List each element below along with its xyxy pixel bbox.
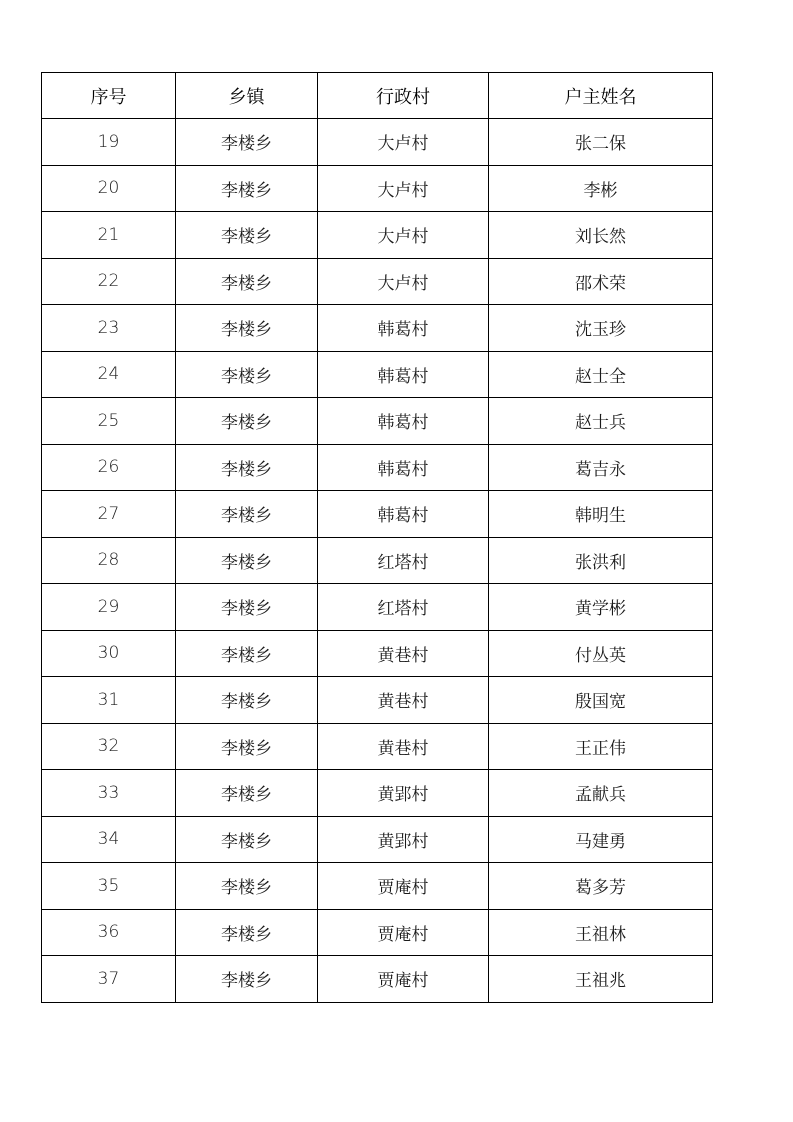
cell-township: 李楼乡 <box>176 816 318 863</box>
cell-householder-name: 付丛英 <box>489 630 713 677</box>
cell-householder-name: 王祖林 <box>489 909 713 956</box>
table-body <box>42 119 713 1003</box>
header-township: 乡镇 <box>176 73 318 119</box>
cell-householder-name: 王祖兆 <box>489 956 713 1003</box>
cell-householder-name: 刘长然 <box>489 212 713 259</box>
cell-township: 李楼乡 <box>176 351 318 398</box>
table-row <box>42 584 713 631</box>
cell-village: 大卢村 <box>318 119 489 166</box>
table-row <box>42 258 713 305</box>
cell-township: 李楼乡 <box>176 863 318 910</box>
cell-serial-number: 32 <box>42 723 176 770</box>
cell-village: 大卢村 <box>318 212 489 259</box>
cell-householder-name: 赵士全 <box>489 351 713 398</box>
cell-township: 李楼乡 <box>176 584 318 631</box>
cell-village: 黄郢村 <box>318 816 489 863</box>
cell-township: 李楼乡 <box>176 119 318 166</box>
cell-householder-name: 沈玉珍 <box>489 305 713 352</box>
cell-township: 李楼乡 <box>176 909 318 956</box>
cell-householder-name: 马建勇 <box>489 816 713 863</box>
household-register-table <box>41 72 713 1003</box>
cell-village: 黄郢村 <box>318 770 489 817</box>
cell-serial-number: 33 <box>42 770 176 817</box>
table-row <box>42 444 713 491</box>
cell-township: 李楼乡 <box>176 165 318 212</box>
cell-householder-name: 张二保 <box>489 119 713 166</box>
cell-village: 红塔村 <box>318 537 489 584</box>
cell-serial-number: 36 <box>42 909 176 956</box>
cell-serial-number: 21 <box>42 212 176 259</box>
cell-householder-name: 殷国宽 <box>489 677 713 724</box>
cell-township: 李楼乡 <box>176 630 318 677</box>
cell-village: 韩葛村 <box>318 305 489 352</box>
table-row <box>42 119 713 166</box>
table-row <box>42 305 713 352</box>
cell-householder-name: 邵术荣 <box>489 258 713 305</box>
header-serial-number: 序号 <box>42 73 176 119</box>
table-row <box>42 398 713 445</box>
table-row <box>42 770 713 817</box>
cell-serial-number: 31 <box>42 677 176 724</box>
cell-serial-number: 27 <box>42 491 176 538</box>
cell-village: 红塔村 <box>318 584 489 631</box>
cell-township: 李楼乡 <box>176 491 318 538</box>
cell-village: 贾庵村 <box>318 956 489 1003</box>
cell-township: 李楼乡 <box>176 305 318 352</box>
table-row <box>42 816 713 863</box>
cell-township: 李楼乡 <box>176 537 318 584</box>
cell-serial-number: 23 <box>42 305 176 352</box>
cell-householder-name: 王正伟 <box>489 723 713 770</box>
cell-village: 韩葛村 <box>318 351 489 398</box>
cell-village: 大卢村 <box>318 165 489 212</box>
cell-village: 韩葛村 <box>318 398 489 445</box>
table-row <box>42 351 713 398</box>
cell-township: 李楼乡 <box>176 258 318 305</box>
cell-township: 李楼乡 <box>176 723 318 770</box>
table-row <box>42 537 713 584</box>
table-row <box>42 909 713 956</box>
table-row <box>42 630 713 677</box>
cell-village: 黄巷村 <box>318 677 489 724</box>
cell-serial-number: 25 <box>42 398 176 445</box>
cell-township: 李楼乡 <box>176 956 318 1003</box>
cell-village: 黄巷村 <box>318 723 489 770</box>
cell-serial-number: 26 <box>42 444 176 491</box>
cell-township: 李楼乡 <box>176 770 318 817</box>
table-row <box>42 212 713 259</box>
cell-village: 韩葛村 <box>318 444 489 491</box>
table-row <box>42 165 713 212</box>
header-village: 行政村 <box>318 73 489 119</box>
table-row <box>42 677 713 724</box>
cell-township: 李楼乡 <box>176 677 318 724</box>
cell-serial-number: 29 <box>42 584 176 631</box>
cell-village: 黄巷村 <box>318 630 489 677</box>
cell-householder-name: 黄学彬 <box>489 584 713 631</box>
cell-serial-number: 35 <box>42 863 176 910</box>
cell-serial-number: 24 <box>42 351 176 398</box>
header-row <box>42 73 713 119</box>
table-header <box>42 73 713 119</box>
cell-householder-name: 葛多芳 <box>489 863 713 910</box>
cell-householder-name: 葛吉永 <box>489 444 713 491</box>
cell-township: 李楼乡 <box>176 444 318 491</box>
cell-householder-name: 张洪利 <box>489 537 713 584</box>
cell-serial-number: 30 <box>42 630 176 677</box>
cell-village: 贾庵村 <box>318 863 489 910</box>
cell-village: 贾庵村 <box>318 909 489 956</box>
cell-village: 韩葛村 <box>318 491 489 538</box>
table-row <box>42 956 713 1003</box>
cell-serial-number: 22 <box>42 258 176 305</box>
cell-serial-number: 28 <box>42 537 176 584</box>
cell-serial-number: 19 <box>42 119 176 166</box>
header-householder-name: 户主姓名 <box>489 73 713 119</box>
cell-serial-number: 20 <box>42 165 176 212</box>
cell-householder-name: 赵士兵 <box>489 398 713 445</box>
cell-serial-number: 37 <box>42 956 176 1003</box>
cell-township: 李楼乡 <box>176 212 318 259</box>
cell-township: 李楼乡 <box>176 398 318 445</box>
cell-householder-name: 韩明生 <box>489 491 713 538</box>
cell-village: 大卢村 <box>318 258 489 305</box>
cell-householder-name: 李彬 <box>489 165 713 212</box>
cell-serial-number: 34 <box>42 816 176 863</box>
table-row <box>42 491 713 538</box>
cell-householder-name: 孟献兵 <box>489 770 713 817</box>
table-row <box>42 723 713 770</box>
table-row <box>42 863 713 910</box>
